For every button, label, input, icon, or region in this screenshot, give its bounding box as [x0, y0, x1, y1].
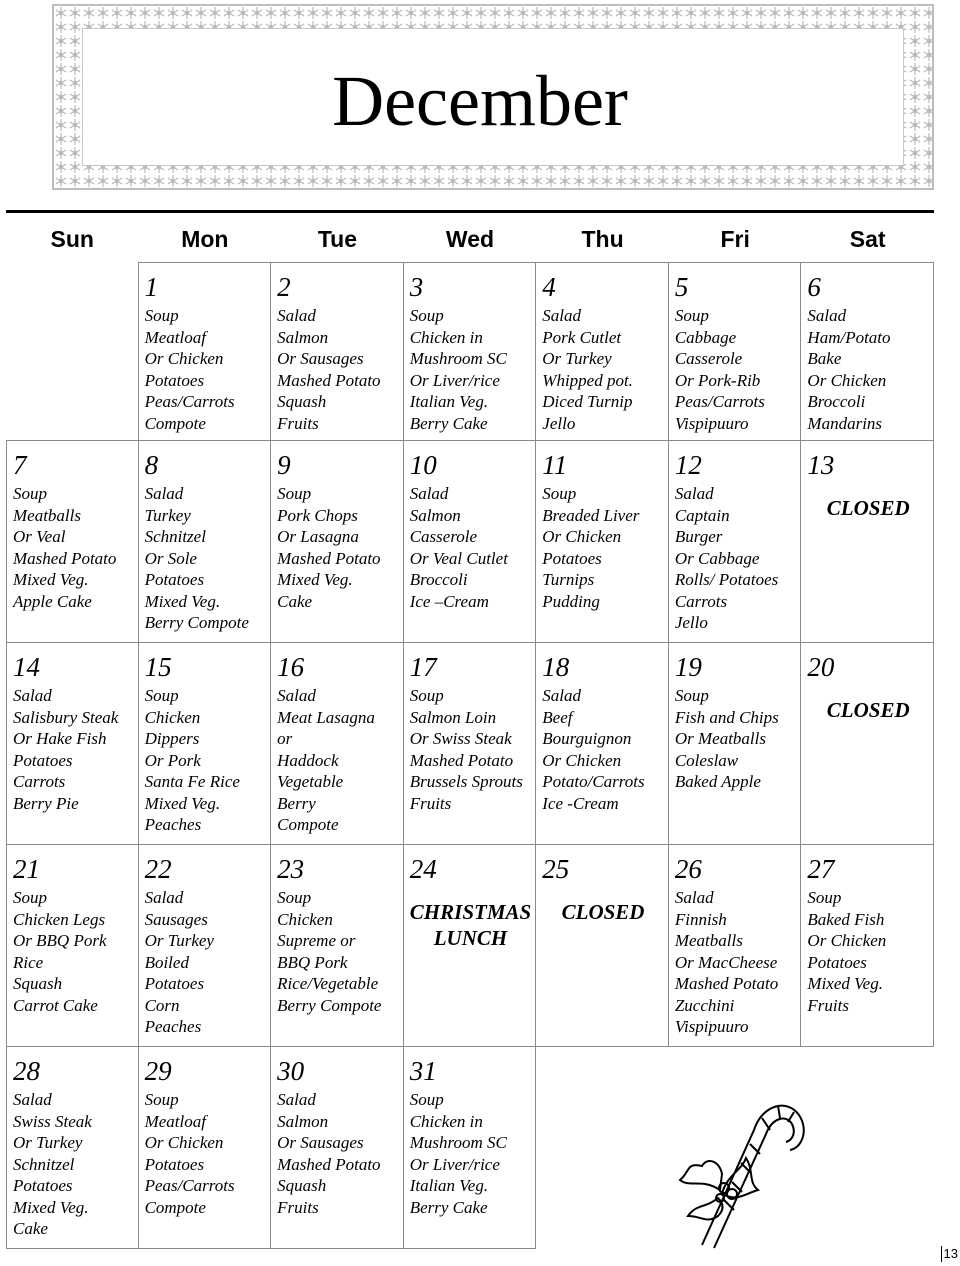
menu-item: Cabbage	[674, 327, 737, 347]
day-cell	[404, 1047, 537, 1249]
menu-item: Or Pork-Rib	[674, 370, 761, 390]
page-title: December	[332, 61, 628, 141]
menu-item: Broccoli	[807, 392, 866, 411]
menu-item: Salad	[13, 1090, 52, 1109]
menu-item: Or Chicken	[542, 750, 622, 770]
day-number: 12	[674, 450, 702, 480]
menu-item: or	[277, 729, 293, 748]
menu-item: Or Meatballs	[674, 729, 766, 748]
menu-item: Soup	[13, 888, 47, 907]
menu-item: Turnips	[542, 570, 595, 589]
menu-item: Salad	[277, 306, 316, 325]
menu-item: Meatballs	[13, 505, 81, 525]
menu-item: Or Liver/rice	[409, 370, 500, 390]
day-number: 3	[409, 272, 424, 302]
menu-item: Mashed Potato	[277, 1154, 381, 1174]
menu-item: Ham/Potato	[807, 327, 891, 347]
menu-item: Italian Veg.	[409, 1176, 489, 1195]
menu-item: Bake	[807, 349, 842, 368]
menu-item: Casserole	[409, 527, 478, 546]
menu-item: Boiled	[144, 952, 189, 972]
day-number: 26	[674, 854, 702, 884]
menu-item: Or Liver/rice	[409, 1154, 500, 1174]
menu-item: Pudding	[542, 591, 600, 611]
menu-item: Soup	[409, 306, 444, 325]
day-number: 23	[277, 854, 305, 884]
menu-item: Meatloaf	[144, 1111, 206, 1131]
day-cell	[404, 441, 537, 643]
day-cell	[404, 643, 537, 845]
closed-label: CLOSED	[826, 698, 910, 722]
weekday-wed: Wed	[445, 226, 495, 252]
menu-item: Mixed Veg.	[807, 974, 883, 993]
menu-item: Casserole	[674, 349, 743, 368]
menu-item: Or Swiss Steak	[409, 729, 512, 748]
menu-item: Ice -Cream	[542, 793, 619, 813]
day-number: 19	[674, 652, 702, 682]
menu-item: Turkey	[144, 505, 191, 525]
day-cell	[6, 643, 139, 845]
day-number: 5	[674, 272, 689, 302]
closed-label: CLOSED	[826, 496, 910, 520]
menu-item: Jello	[674, 613, 708, 632]
day-cell	[6, 845, 139, 1047]
menu-item: Mushroom SC	[409, 1133, 507, 1152]
menu-item: Beef	[542, 707, 573, 727]
header-rule	[6, 210, 934, 213]
menu-item: Schnitzel	[13, 1154, 75, 1174]
day-cell	[139, 845, 272, 1047]
menu-item: Squash	[277, 1176, 327, 1195]
menu-item: Or Sole	[144, 548, 197, 568]
menu-item: Or BBQ Pork	[13, 931, 107, 950]
menu-item: Pork Cutlet	[542, 327, 622, 347]
menu-item: Peaches	[144, 815, 202, 834]
menu-item: Salad	[13, 686, 52, 705]
menu-item: Salmon	[277, 1111, 329, 1131]
menu-item: Chicken	[144, 707, 201, 727]
menu-item: Mashed Potato	[674, 974, 779, 993]
menu-item: Soup	[409, 686, 444, 705]
menu-item: Carrot Cake	[13, 995, 98, 1015]
menu-item: Or Turkey	[13, 1133, 83, 1152]
menu-item: Swiss Steak	[13, 1111, 92, 1131]
day-number: 21	[13, 854, 40, 884]
menu-item: Salisbury Steak	[13, 707, 119, 727]
menu-item: Salad	[542, 686, 582, 705]
menu-item: Mixed Veg.	[13, 570, 89, 589]
menu-item: Dippers	[144, 729, 200, 748]
menu-item: Or Veal	[13, 527, 66, 546]
menu-item: Finnish	[674, 909, 727, 929]
menu-item: Soup	[144, 306, 179, 325]
day-cell	[6, 441, 139, 643]
weekday-header	[6, 222, 934, 256]
menu-item: Or Chicken	[542, 527, 622, 546]
menu-item: Peaches	[144, 1017, 202, 1036]
day-number: 20	[807, 652, 835, 682]
menu-item: Soup	[277, 484, 312, 503]
menu-item: Carrots	[13, 772, 66, 791]
menu-item: Soup	[674, 306, 709, 325]
day-number: 10	[409, 450, 437, 480]
menu-item: Or Turkey	[144, 931, 214, 950]
day-cell	[669, 845, 802, 1047]
menu-item: Mixed Veg.	[13, 1197, 89, 1217]
menu-item: Bourguignon	[542, 729, 632, 748]
menu-item: Salad	[674, 888, 714, 907]
menu-item: Berry Compote	[277, 995, 382, 1015]
menu-item: Potatoes	[542, 548, 602, 568]
menu-item: Or Chicken	[807, 931, 887, 950]
menu-item: Vispipuuro	[674, 413, 749, 433]
day-cell	[139, 1047, 272, 1249]
day-number: 1	[144, 272, 159, 302]
menu-item: Salad	[807, 306, 847, 325]
menu-item: Potatoes	[807, 952, 867, 972]
menu-item: Or Hake Fish	[13, 729, 107, 748]
menu-item: Berry	[277, 793, 316, 813]
menu-item: Or Sausages	[277, 349, 364, 368]
day-number: 4	[542, 272, 556, 302]
day-cell	[139, 643, 272, 845]
menu-item: Peas/Carrots	[674, 392, 765, 411]
menu-item: Schnitzel	[144, 527, 206, 546]
menu-item: Burger	[674, 527, 723, 546]
menu-item: Soup	[542, 484, 577, 503]
menu-item: Supreme or	[277, 931, 356, 950]
menu-item: Cake	[277, 591, 313, 611]
day-number: 31	[409, 1056, 437, 1086]
menu-item: Salmon	[277, 327, 329, 347]
day-cell	[801, 262, 934, 441]
menu-item: Squash	[13, 974, 63, 993]
menu-item: Soup	[144, 686, 179, 705]
day-cell	[669, 262, 802, 441]
menu-item: Rice/Vegetable	[277, 974, 379, 993]
menu-item: Or Turkey	[542, 349, 612, 368]
menu-item: Sausages	[144, 909, 208, 929]
day-number: 29	[144, 1056, 172, 1086]
menu-item: Mixed Veg.	[144, 591, 221, 611]
day-number: 13	[807, 450, 835, 480]
empty-day-cell	[801, 1047, 934, 1249]
menu-item: Soup	[13, 484, 47, 503]
menu-item: Fish and Chips	[674, 707, 779, 727]
menu-item: Salad	[674, 484, 714, 503]
closed-label: CHRISTMAS LUNCH	[409, 900, 532, 950]
day-cell	[271, 441, 404, 643]
menu-item: Apple Cake	[13, 591, 92, 611]
menu-item: Peas/Carrots	[144, 1176, 235, 1195]
page-number: 13	[941, 1246, 960, 1262]
day-number: 27	[807, 854, 835, 884]
menu-item: Salad	[144, 484, 184, 503]
weekday-sat: Sat	[849, 226, 886, 252]
day-cell	[404, 262, 537, 441]
menu-item: Vegetable	[277, 772, 344, 791]
menu-item: Jello	[542, 413, 576, 433]
empty-day-cell	[6, 262, 139, 441]
day-number: 28	[13, 1056, 40, 1086]
weekday-sun: Sun	[50, 226, 94, 252]
menu-item: Or Sausages	[277, 1133, 364, 1152]
day-number: 25	[542, 854, 570, 884]
menu-item: Haddock	[277, 750, 339, 770]
menu-item: Potatoes	[144, 570, 205, 589]
menu-item: Mashed Potato	[277, 370, 381, 390]
menu-item: Salad	[277, 686, 316, 705]
day-number: 16	[277, 652, 305, 682]
menu-item: Chicken in	[409, 1111, 483, 1131]
day-cell	[536, 845, 669, 1047]
menu-item: Or Chicken	[144, 1133, 224, 1152]
menu-item: Zucchini	[674, 995, 735, 1015]
menu-item: Or Veal Cutlet	[409, 548, 508, 568]
day-number: 11	[542, 450, 568, 480]
day-cell	[271, 262, 404, 441]
day-number: 17	[409, 652, 437, 682]
menu-item: Berry Cake	[409, 1197, 488, 1217]
menu-item: Potatoes	[144, 974, 205, 993]
menu-item: Ice –Cream	[409, 591, 489, 611]
menu-item: Cake	[13, 1219, 48, 1238]
menu-item: Salad	[542, 306, 582, 325]
menu-item: Soup	[674, 686, 709, 705]
menu-item: Or Cabbage	[674, 548, 760, 568]
menu-item: Compote	[144, 413, 206, 433]
day-cell	[536, 441, 669, 643]
menu-item: Salad	[409, 484, 449, 503]
day-number: 30	[277, 1056, 305, 1086]
menu-item: Compote	[144, 1197, 206, 1217]
menu-item: Potatoes	[13, 750, 73, 770]
menu-item: Soup	[277, 888, 312, 907]
weekday-fri: Fri	[720, 226, 750, 252]
menu-item: Salad	[144, 888, 184, 907]
menu-item: Soup	[807, 888, 842, 907]
menu-item: BBQ Pork	[277, 952, 348, 972]
day-cell	[6, 1047, 139, 1249]
menu-item: Soup	[409, 1090, 444, 1109]
day-cell	[669, 441, 802, 643]
menu-item: Meat Lasagna	[277, 707, 375, 727]
menu-item: Squash	[277, 392, 327, 411]
menu-item: Mandarins	[807, 413, 883, 433]
menu-item: Salad	[277, 1090, 316, 1109]
day-number: 18	[542, 652, 570, 682]
menu-item: Soup	[144, 1090, 179, 1109]
day-number: 22	[144, 854, 172, 884]
day-number: 6	[807, 272, 821, 302]
menu-item: Rolls/ Potatoes	[674, 570, 779, 589]
weekday-thu: Thu	[581, 226, 624, 252]
menu-item: Chicken	[277, 909, 333, 929]
day-cell	[801, 643, 934, 845]
day-cell	[801, 845, 934, 1047]
menu-item: Vispipuuro	[674, 1017, 749, 1036]
menu-item: Whipped pot.	[542, 370, 633, 390]
menu-item: Mashed Potato	[277, 548, 381, 568]
day-number: 8	[144, 450, 159, 480]
menu-item: Mushroom SC	[409, 349, 507, 368]
menu-item: Baked Apple	[674, 772, 761, 791]
menu-item: Or Lasagna	[277, 527, 359, 546]
menu-item: Carrots	[674, 591, 728, 611]
menu-item: Baked Fish	[807, 909, 885, 929]
menu-item: Berry Pie	[13, 793, 79, 813]
menu-item: Mashed Potato	[409, 750, 514, 770]
menu-item: Fruits	[409, 793, 452, 813]
day-number: 14	[13, 652, 40, 682]
menu-item: Rice	[13, 952, 44, 972]
empty-day-cell	[536, 1047, 669, 1249]
day-cell	[536, 643, 669, 845]
menu-item: Potatoes	[144, 370, 205, 390]
menu-item: Captain	[674, 505, 730, 525]
menu-item: Pork Chops	[277, 505, 358, 525]
menu-item: Meatballs	[674, 931, 743, 950]
menu-item: Potato/Carrots	[542, 772, 645, 791]
closed-label: CLOSED	[561, 900, 645, 924]
menu-item: Chicken in	[409, 327, 483, 347]
menu-item: Or Chicken	[144, 349, 224, 368]
menu-item: Coleslaw	[674, 750, 739, 770]
candy-cane-icon	[662, 1070, 812, 1250]
menu-item: Chicken Legs	[13, 909, 106, 929]
menu-item: Breaded Liver	[542, 505, 640, 525]
day-number: 15	[144, 652, 172, 682]
menu-item: Or Chicken	[807, 370, 887, 390]
weekday-mon: Mon	[181, 226, 229, 252]
menu-item: Corn	[144, 995, 180, 1015]
menu-item: Potatoes	[144, 1154, 205, 1174]
menu-item: Meatloaf	[144, 327, 206, 347]
menu-item: Fruits	[277, 413, 319, 433]
menu-item: Or Pork	[144, 750, 201, 770]
menu-item: Mixed Veg.	[144, 793, 221, 813]
menu-item: Mashed Potato	[13, 548, 117, 568]
menu-item: Peas/Carrots	[144, 392, 235, 411]
menu-item: Italian Veg.	[409, 392, 489, 411]
day-cell	[801, 441, 934, 643]
menu-item: Berry Compote	[144, 613, 249, 632]
day-cell	[139, 441, 272, 643]
day-cell	[404, 845, 537, 1047]
menu-item: Fruits	[807, 995, 849, 1015]
menu-item: Mixed Veg.	[277, 570, 353, 589]
day-number: 24	[409, 854, 437, 884]
day-cell	[536, 262, 669, 441]
day-cell	[271, 845, 404, 1047]
day-number: 2	[277, 272, 291, 302]
menu-item: Broccoli	[409, 570, 468, 589]
menu-item: Salmon	[409, 505, 461, 525]
menu-item: Brussels Sprouts	[409, 772, 523, 791]
weekday-tue: Tue	[317, 226, 358, 252]
menu-item: Fruits	[277, 1197, 319, 1217]
menu-item: Or MacCheese	[674, 952, 778, 972]
menu-item: Salmon Loin	[409, 707, 497, 727]
day-cell	[271, 643, 404, 845]
day-cell	[271, 1047, 404, 1249]
day-number: 9	[277, 450, 291, 480]
menu-item: Santa Fe Rice	[144, 772, 240, 791]
day-cell	[139, 262, 272, 441]
menu-item: Compote	[277, 815, 339, 834]
menu-item: Berry Cake	[409, 413, 488, 433]
menu-item: Diced Turnip	[542, 392, 633, 411]
menu-item: Potatoes	[13, 1176, 73, 1195]
day-number: 7	[13, 450, 27, 480]
day-cell	[669, 643, 802, 845]
